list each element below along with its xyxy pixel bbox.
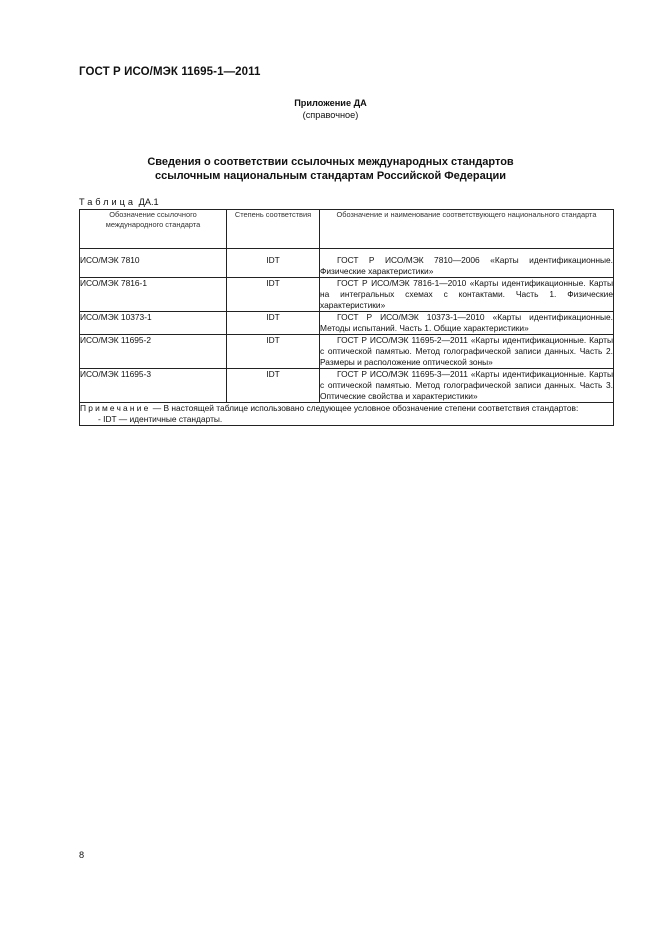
cell-degree: IDT [227,312,320,335]
table-caption [79,197,159,207]
section-title [0,155,661,183]
table-header-row [80,210,614,249]
cell-intl-standard: ИСО/МЭК 10373-1 [80,312,227,335]
section-title-line-1: Сведения о соответствии ссылочных международных стандартов [147,156,514,168]
national-standard-text: ГОСТ Р ИСО/МЭК 11695-3—2011 «Карты идентификационные. Карты с оптической памятью. Метод голографической записи данных. Часть 3. Оптические свойства и характеристики» [320,369,613,401]
national-standard-text: ГОСТ Р ИСО/МЭК 11695-2—2011 «Карты идентификационные. Карты с оптической памятью. Метод голографической записи данных. Часть 2. Размеры и расположение оптической зоны» [320,335,613,367]
cell-national-standard [320,278,614,312]
table-row [80,369,614,403]
annex-subtitle: (справочное) [302,110,359,120]
cell-intl-standard: ИСО/МЭК 11695-2 [80,335,227,369]
cell-degree: IDT [227,335,320,369]
table-note [80,403,614,426]
document-header: ГОСТ Р ИСО/МЭК 11695-1—2011 [79,66,261,78]
cell-degree: IDT [227,369,320,403]
table-row [80,335,614,369]
national-standard-text: ГОСТ Р ИСО/МЭК 7810—2006 «Карты идентификационные. Физические характеристики» [320,255,613,276]
table-caption-prefix: Таблица [79,197,137,207]
cell-intl-standard: ИСО/МЭК 11695-3 [80,369,227,403]
header-intl-standard: Обозначение ссылочного международного стандарта [80,210,227,249]
section-title-line-2: ссылочным национальным стандартам Российской Федерации [154,170,507,182]
national-standard-text: ГОСТ Р ИСО/МЭК 10373-1—2010 «Карты идентификационные. Методы испытаний. Часть 1. Общие характеристики» [320,312,613,333]
table-row [80,249,614,278]
page-number: 8 [79,850,85,860]
cell-degree: IDT [227,278,320,312]
header-national-standard: Обозначение и наименование соответствующего национального стандарта [320,210,614,249]
correspondence-table [79,209,614,426]
header-degree: Степень соответствия [227,210,320,249]
annex-title: Приложение ДА [294,98,367,108]
table-caption-number: ДА.1 [138,197,159,207]
table-row [80,312,614,335]
note-item: - IDT — идентичные стандарты. [98,414,223,424]
note-body: — В настоящей таблице использовано следующее условное обозначение степени соответствия стандартов: [150,403,579,413]
cell-national-standard [320,369,614,403]
cell-degree: IDT [227,249,320,278]
note-prefix: Примечание [80,403,151,413]
cell-intl-standard: ИСО/МЭК 7810 [80,249,227,278]
annex-heading [0,97,661,121]
cell-national-standard [320,249,614,278]
table-note-row [80,403,614,426]
cell-national-standard [320,335,614,369]
cell-intl-standard: ИСО/МЭК 7816-1 [80,278,227,312]
national-standard-text: ГОСТ Р ИСО/МЭК 7816-1—2010 «Карты идентификационные. Карты на интегральных схемах с контактами. Часть 1. Физические характеристики» [320,278,613,310]
note-text [80,403,613,414]
table-row [80,278,614,312]
cell-national-standard [320,312,614,335]
